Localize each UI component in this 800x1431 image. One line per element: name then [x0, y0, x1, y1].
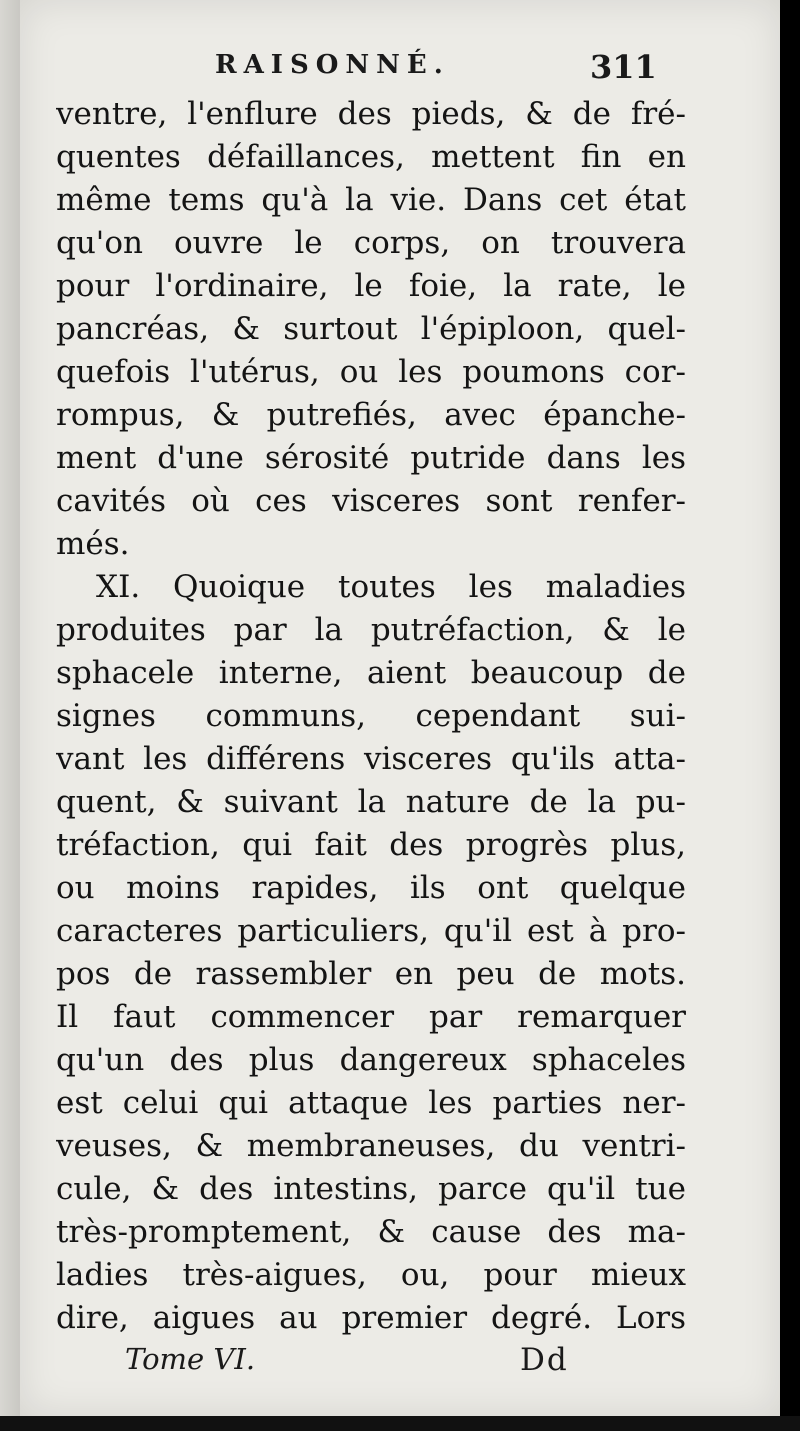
page-footer — [20, 1342, 780, 1386]
text-line: pancréas, & surtout l'épiploon, quel- — [56, 311, 686, 347]
page-number: 311 — [590, 48, 657, 86]
text-line: tréfaction, qui fait des progrès plus, — [56, 827, 686, 863]
text-line: cavités où ces visceres sont renfer- — [56, 483, 686, 519]
text-line: veuses, & membraneuses, du ventri- — [56, 1128, 686, 1164]
text-line: rompus, & putrefiés, avec épanche- — [56, 397, 686, 433]
paragraph-start-line: XI. Quoique toutes les maladies — [96, 569, 686, 605]
text-line: cule, & des intestins, parce qu'il tue — [56, 1171, 686, 1207]
text-line: dire, aigues au premier degré. Lors — [56, 1300, 686, 1336]
text-line: ventre, l'enflure des pieds, & de fré- — [56, 96, 686, 132]
text-line: més. — [56, 526, 130, 562]
page-left-margin — [0, 0, 20, 1431]
text-line: quefois l'utérus, ou les poumons cor- — [56, 354, 686, 390]
running-title: RAISONNÉ. — [215, 50, 450, 80]
body-text — [56, 93, 686, 1340]
signature-mark: Dd — [520, 1342, 569, 1378]
text-line: produites par la putréfaction, & le — [56, 612, 686, 648]
text-line: qu'un des plus dangereux sphaceles — [56, 1042, 686, 1078]
text-line: ment d'une sérosité putride dans les — [56, 440, 686, 476]
text-line: caracteres particuliers, qu'il est à pro- — [56, 913, 686, 949]
text-line: vant les différens visceres qu'ils atta- — [56, 741, 686, 777]
text-line: pos de rassembler en peu de mots. — [56, 956, 686, 992]
text-line: quentes défaillances, mettent fin en — [56, 139, 686, 175]
text-line: très-promptement, & cause des ma- — [56, 1214, 686, 1250]
book-page — [20, 0, 780, 1416]
text-line: ladies très-aigues, ou, pour mieux — [56, 1257, 686, 1293]
text-line: qu'on ouvre le corps, on trouvera — [56, 225, 686, 261]
text-line: signes communs, cependant sui- — [56, 698, 686, 734]
page-header — [20, 50, 780, 90]
text-line: quent, & suivant la nature de la pu- — [56, 784, 686, 820]
text-line: ou moins rapides, ils ont quelque — [56, 870, 686, 906]
text-line: Il faut commencer par remarquer — [56, 999, 686, 1035]
text-line: même tems qu'à la vie. Dans cet état — [56, 182, 686, 218]
volume-label: Tome VI. — [125, 1342, 256, 1376]
text-line: sphacele interne, aient beaucoup de — [56, 655, 686, 691]
text-line: pour l'ordinaire, le foie, la rate, le — [56, 268, 686, 304]
page-bottom-edge — [0, 1416, 800, 1431]
text-line: est celui qui attaque les parties ner- — [56, 1085, 686, 1121]
